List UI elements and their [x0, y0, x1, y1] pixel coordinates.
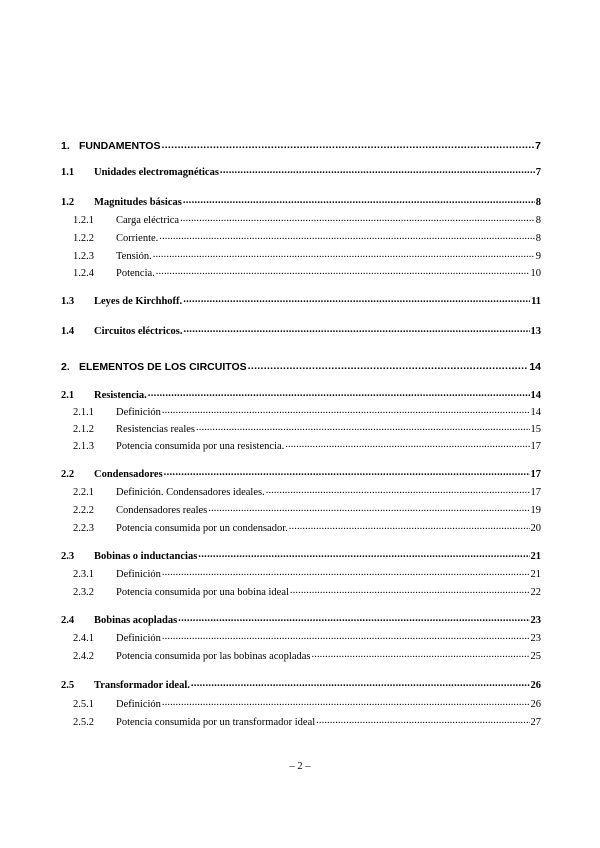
toc-entry-number: 1.2.2 [73, 233, 94, 244]
toc-entry-title: Resistencias reales [116, 424, 196, 435]
dot-leader [290, 584, 530, 595]
dot-leader [162, 566, 530, 577]
dot-leader [162, 404, 530, 415]
toc-entry[interactable] [73, 230, 541, 244]
page-number-footer: – 2 – [289, 761, 311, 772]
toc-entry-number: 2.1 [61, 390, 75, 401]
toc-entry[interactable] [73, 520, 541, 534]
toc-entry-title: FUNDAMENTOS [79, 140, 161, 152]
toc-entry[interactable] [73, 584, 541, 598]
toc-entry-number: 2.3.2 [73, 587, 94, 598]
toc-entry-page: 10 [530, 268, 541, 279]
dot-leader [183, 194, 535, 205]
toc-entry[interactable] [61, 466, 541, 480]
toc-entry-title: Potencia consumida por una resistencia. [116, 441, 285, 452]
dot-leader [162, 630, 530, 641]
toc-entry-number: 1.3 [61, 296, 75, 307]
toc-entry-page: 21 [530, 551, 541, 562]
toc-entry-number: 2.5.1 [73, 699, 94, 710]
toc-entry-title: Definición [116, 407, 161, 418]
toc-entry-number: 2.5.2 [73, 717, 94, 728]
toc-entry-page: 9 [535, 251, 541, 262]
toc-entry-title: Transformador ideal. [94, 680, 190, 691]
toc-entry-title: Carga eléctrica [116, 215, 180, 226]
toc-entry-page: 7 [535, 140, 541, 152]
toc-entry-title: Corriente. [116, 233, 159, 244]
toc-entry[interactable] [61, 387, 541, 401]
toc-entry-page: 26 [530, 680, 541, 691]
toc-entry[interactable] [73, 212, 541, 226]
dot-leader [153, 248, 535, 259]
toc-entry-title: Potencia consumida por un transformador ideal [116, 717, 316, 728]
toc-entry[interactable] [73, 566, 541, 580]
dot-leader [285, 438, 529, 449]
dot-leader [198, 548, 529, 559]
toc-entry[interactable] [61, 164, 541, 178]
toc-entry-title: Bobinas acopladas [94, 615, 178, 626]
toc-entry[interactable] [61, 677, 541, 691]
toc-entry[interactable] [61, 293, 541, 307]
toc-entry-page: 21 [530, 569, 541, 580]
toc-entry[interactable] [61, 138, 541, 152]
dot-leader [196, 421, 529, 432]
toc-entry-page: 14 [530, 390, 541, 401]
toc-entry-page: 17 [530, 441, 541, 452]
toc-entry-page: 17 [530, 487, 541, 498]
toc-entry-number: 1.2.3 [73, 251, 94, 262]
toc-entry-page: 8 [535, 215, 541, 226]
toc-entry-page: 11 [531, 296, 541, 307]
dot-leader [178, 612, 529, 623]
toc-entry-title: Leyes de Kirchhoff. [94, 296, 183, 307]
toc-entry[interactable] [73, 630, 541, 644]
toc-entry-page: 14 [529, 361, 541, 373]
toc-entry-number: 2.4 [61, 615, 75, 626]
toc-entry-page: 23 [530, 615, 541, 626]
dot-leader [148, 387, 530, 398]
toc-entry-page: 7 [535, 167, 541, 178]
toc-entry-number: 2.4.2 [73, 651, 94, 662]
toc-entry[interactable] [73, 421, 541, 435]
toc-entry-number: 1.1 [61, 167, 75, 178]
toc-entry[interactable] [61, 548, 541, 562]
toc-entry-number: 1.2 [61, 197, 75, 208]
dot-leader [159, 230, 534, 241]
toc-entry-number: 2.4.1 [73, 633, 94, 644]
toc-entry-number: 1.2.4 [73, 268, 94, 279]
toc-entry[interactable] [61, 359, 541, 373]
dot-leader [220, 164, 535, 175]
toc-entry-page: 8 [535, 233, 541, 244]
toc-entry[interactable] [61, 194, 541, 208]
dot-leader [316, 714, 529, 725]
toc-entry-title: Tensión. [116, 251, 152, 262]
toc-entry-number: 2.2.1 [73, 487, 94, 498]
toc-entry-page: 23 [530, 633, 541, 644]
dot-leader [183, 293, 530, 304]
toc-entry[interactable] [73, 404, 541, 418]
toc-entry[interactable] [61, 323, 541, 337]
toc-entry-title: Potencia consumida por una bobina ideal [116, 587, 289, 598]
toc-entry-title: Potencia. [116, 268, 155, 279]
toc-entry-number: 2.1.2 [73, 424, 94, 435]
toc-entry[interactable] [73, 696, 541, 710]
dot-leader [312, 648, 530, 659]
toc-entry-title: Definición. Condensadores ideales. [116, 487, 265, 498]
toc-entry-title: Circuitos eléctricos. [94, 326, 183, 337]
toc-entry-number: 2.5 [61, 680, 75, 691]
toc-entry-number: 1. [61, 140, 70, 152]
toc-entry-page: 27 [530, 717, 541, 728]
toc-entry[interactable] [73, 438, 541, 452]
toc-entry-title: Potencia consumida por un condensador. [116, 523, 288, 534]
dot-leader [266, 484, 530, 495]
toc-entry[interactable] [73, 265, 541, 279]
toc-entry-title: Bobinas o inductancias [94, 551, 198, 562]
dot-leader [191, 677, 530, 688]
dot-leader [248, 359, 529, 370]
toc-entry-title: Condensadores [94, 469, 163, 480]
dot-leader [180, 212, 535, 223]
toc-entry-number: 1.2.1 [73, 215, 94, 226]
toc-entry-page: 22 [530, 587, 541, 598]
toc-entry-number: 2.3.1 [73, 569, 94, 580]
toc-entry-page: 14 [530, 407, 541, 418]
toc-entry[interactable] [73, 714, 541, 728]
dot-leader [289, 520, 530, 531]
dot-leader [156, 265, 530, 276]
dot-leader [183, 323, 529, 334]
toc-entry-title: Resistencia. [94, 390, 147, 401]
toc-entry[interactable] [61, 612, 541, 626]
toc-entry-page: 25 [530, 651, 541, 662]
toc-entry-title: Definición [116, 569, 161, 580]
toc-entry-number: 1.4 [61, 326, 75, 337]
dot-leader [161, 138, 534, 149]
table-of-contents [61, 0, 541, 848]
toc-entry-page: 20 [530, 523, 541, 534]
dot-leader [208, 502, 529, 513]
toc-entry-page: 17 [530, 469, 541, 480]
toc-entry[interactable] [73, 502, 541, 516]
toc-entry-number: 2.1.1 [73, 407, 94, 418]
toc-entry-page: 15 [530, 424, 541, 435]
toc-entry-page: 19 [530, 505, 541, 516]
toc-entry-page: 8 [535, 197, 541, 208]
toc-entry-title: Definición [116, 633, 161, 644]
toc-entry-title: Magnitudes básicas [94, 197, 182, 208]
toc-entry-number: 2. [61, 361, 70, 373]
toc-entry[interactable] [73, 484, 541, 498]
toc-entry-number: 2.2.2 [73, 505, 94, 516]
dot-leader [164, 466, 530, 477]
toc-entry-number: 2.2 [61, 469, 75, 480]
toc-entry-number: 2.2.3 [73, 523, 94, 534]
toc-entry-number: 2.1.3 [73, 441, 94, 452]
toc-entry-number: 2.3 [61, 551, 75, 562]
toc-entry-title: ELEMENTOS DE LOS CIRCUITOS [79, 361, 247, 373]
toc-entry-title: Definición [116, 699, 161, 710]
toc-entry-title: Potencia consumida por las bobinas acopladas [116, 651, 311, 662]
toc-entry-title: Unidades electromagnéticas [94, 167, 219, 178]
toc-entry-page: 26 [530, 699, 541, 710]
toc-entry[interactable] [73, 248, 541, 262]
toc-entry[interactable] [73, 648, 541, 662]
dot-leader [162, 696, 530, 707]
toc-entry-page: 13 [530, 326, 541, 337]
toc-entry-title: Condensadores reales [116, 505, 208, 516]
